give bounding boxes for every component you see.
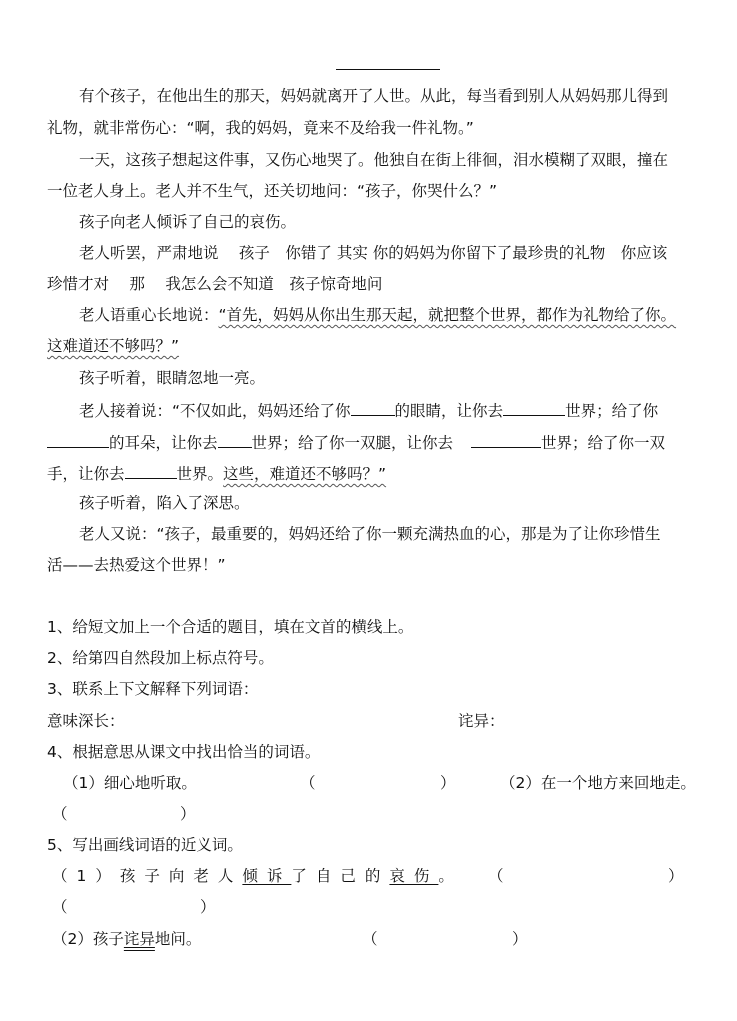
q5-item2-text-a: （2）孩子	[52, 930, 124, 948]
fill-blank-eyes[interactable]	[351, 399, 395, 416]
fill-blank-see[interactable]	[503, 399, 565, 416]
passage-p9-line2: 活——去热爱这个世界！”	[47, 556, 226, 574]
fill-blank-hear[interactable]	[218, 431, 252, 448]
q5-answer-3-field[interactable]	[376, 929, 508, 949]
question-2: 2、给第四自然段加上标点符号。	[47, 649, 274, 667]
p7-text-6: 世界；给了你一双	[541, 434, 666, 452]
p5-lead: 老人语重心长地说：	[79, 306, 219, 324]
question-1: 1、给短文加上一个合适的题目，填在文首的横线上。	[47, 618, 414, 636]
q5-item1-text-c: 。	[438, 867, 463, 885]
q3-word-chayi: 诧异：	[458, 712, 505, 730]
p7-text-5: 世界；给了你一双腿，让你去	[251, 434, 454, 452]
q4-answer-1-open: （	[300, 774, 316, 792]
title-blank-line[interactable]	[336, 69, 440, 70]
fill-blank-create[interactable]	[125, 462, 177, 479]
p5-wavy-quote-1: “首先，妈妈从你出生那天起，就把整个世界，都作为礼物给了你。	[218, 306, 677, 324]
q5-item1-text-a: （1）孩子向老人	[52, 867, 243, 885]
passage-p1-line2: 礼物，就非常伤心：“啊，我的妈妈，竟来不及给我一件礼物。”	[47, 119, 474, 137]
passage-p2-line2: 一位老人身上。老人并不生气，还关切地问：“孩子，你哭什么？”	[47, 182, 498, 200]
passage-p5-line2	[47, 336, 179, 356]
q5-underlined-chayi: 诧异	[123, 930, 155, 948]
q5-underlined-aishang: 哀伤	[389, 867, 439, 885]
p7-wavy-quote: 这些，难道还不够吗？”	[223, 465, 387, 483]
q5-answer-3-open: （	[362, 930, 378, 948]
q3-word-yiweishenchang: 意味深长：	[47, 712, 125, 730]
q4-answer-1-close: ）	[440, 774, 456, 792]
q5-item-1	[52, 866, 463, 886]
q4-answer-2-close: ）	[180, 805, 196, 823]
question-5: 5、写出画线词语的近义词。	[47, 836, 243, 854]
q5-answer-1-open: （	[488, 867, 504, 885]
passage-p7-line3	[47, 462, 386, 484]
passage-p1-line1: 有个孩子，在他出生的那天，妈妈就离开了人世。从此，每当看到别人从妈妈那儿得到	[79, 87, 669, 105]
q5-answer-3-close: ）	[512, 930, 528, 948]
passage-p4-line2: 珍惜才对 那 我怎么会不知道 孩子惊奇地问	[47, 275, 383, 293]
q5-underlined-qingsu: 倾诉	[242, 867, 292, 885]
p7-text-2: 的眼睛，让你去	[394, 402, 504, 420]
p7-text-7: 手，让你去	[47, 465, 125, 483]
q4-answer-2-open: （	[52, 805, 68, 823]
question-4: 4、根据意思从课文中找出恰当的词语。	[47, 743, 321, 761]
p7-text-8: 世界。	[176, 465, 224, 483]
passage-p8: 孩子听着，陷入了深思。	[79, 494, 250, 512]
passage-p5-line1	[79, 305, 676, 325]
p5-wavy-quote-2: 这难道还不够吗？”	[47, 337, 180, 355]
q5-answer-1-close: ）	[668, 867, 684, 885]
question-3: 3、联系上下文解释下列词语：	[47, 680, 259, 698]
passage-p2-line1: 一天，这孩子想起这件事，又伤心地哭了。他独自在街上徘徊，泪水模糊了双眼，撞在	[79, 151, 669, 169]
q4-item-1: （1）细心地听取。	[63, 774, 197, 792]
q5-answer-2-close: ）	[200, 898, 216, 916]
q5-item2-text-b: 地问。	[154, 930, 202, 948]
q4-answer-1-field[interactable]	[313, 773, 437, 793]
q5-item-2	[52, 929, 201, 949]
passage-p9-line1: 老人又说：“孩子，最重要的，妈妈还给了你一颗充满热血的心，那是为了让你珍惜生	[79, 525, 661, 543]
passage-p4-line1: 老人听罢，严肃地说 孩子 你错了 其实 你的妈妈为你留下了最珍贵的礼物 你应该	[79, 244, 668, 262]
fill-blank-walk[interactable]	[471, 431, 541, 448]
passage-p3: 孩子向老人倾诉了自己的哀伤。	[79, 213, 297, 231]
fill-blank-ears[interactable]	[47, 431, 109, 448]
p7-text-3: 世界；给了你	[565, 402, 659, 420]
p7-text-4: 的耳朵，让你去	[109, 434, 218, 452]
p7-text-1: 老人接着说：“不仅如此，妈妈还给了你	[79, 402, 351, 420]
q5-answer-1-field[interactable]	[502, 866, 664, 886]
passage-p6: 孩子听着，眼睛忽地一亮。	[79, 369, 266, 387]
passage-p7-line2	[47, 431, 665, 453]
q4-answer-2-field[interactable]	[66, 804, 178, 824]
q5-answer-2-open: （	[52, 898, 68, 916]
q5-item1-text-b: 了自己的	[291, 867, 390, 885]
q5-answer-2-field[interactable]	[66, 897, 198, 917]
q4-item-2: （2）在一个地方来回地走。	[500, 774, 696, 792]
passage-p7-line1	[79, 399, 658, 421]
